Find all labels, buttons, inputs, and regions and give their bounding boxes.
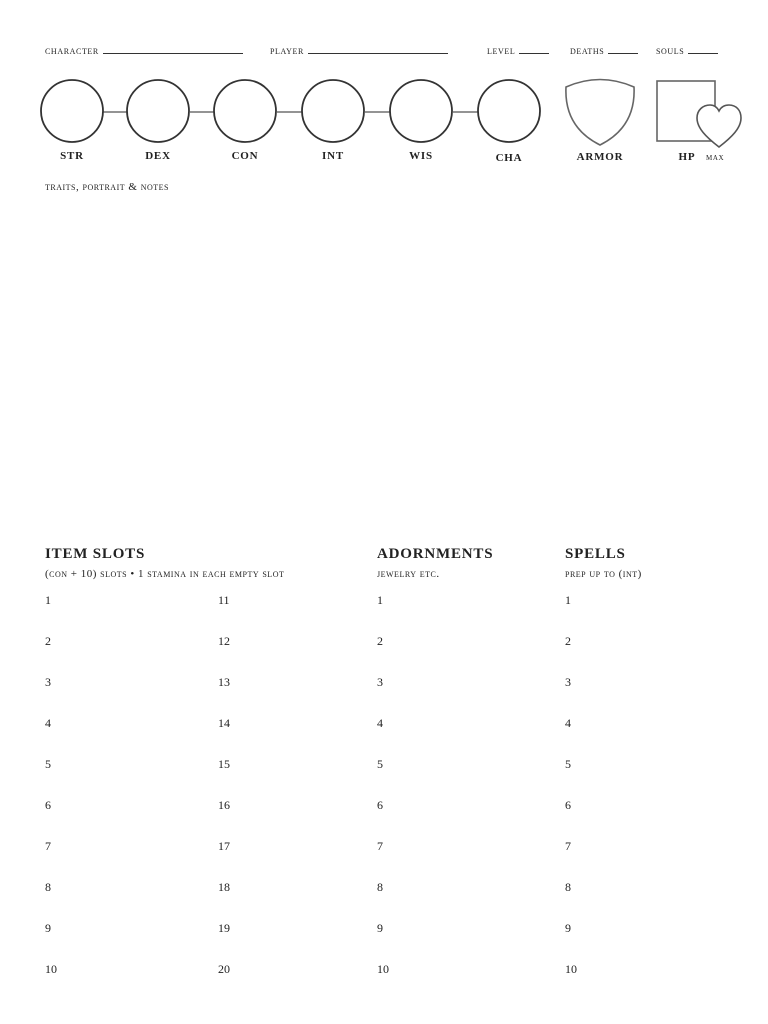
item-slot[interactable]: 19	[218, 921, 230, 935]
item-slots-subtitle: (con + 10) slots • 1 stamina in each empty slot	[45, 568, 285, 580]
souls-label: souls	[656, 45, 685, 57]
item-slot[interactable]: 5	[45, 757, 51, 771]
item-slot[interactable]: 3	[45, 675, 51, 689]
item-slot[interactable]: 12	[218, 634, 230, 648]
item-slot[interactable]: 14	[218, 716, 230, 730]
spells-subtitle: prep up to (int)	[565, 568, 642, 580]
item-slot[interactable]: 9	[45, 921, 51, 935]
con-circle[interactable]	[214, 80, 276, 142]
str-circle[interactable]	[41, 80, 103, 142]
item-slot[interactable]: 20	[218, 962, 230, 976]
spell-slot[interactable]: 2	[565, 634, 571, 648]
stat-label-dex: DEX	[145, 150, 171, 162]
stat-label-str: STR	[60, 150, 84, 162]
spells-title: SPELLS	[565, 546, 626, 562]
player-blank[interactable]	[308, 45, 448, 54]
armor-label: ARMOR	[576, 151, 624, 163]
item-slot[interactable]: 18	[218, 880, 230, 894]
adornment-slot[interactable]: 3	[377, 675, 383, 689]
hp-label: HP	[678, 151, 696, 163]
spells-list	[565, 592, 577, 1002]
notes-area[interactable]	[45, 200, 725, 520]
notes-label: traits, portrait & notes	[45, 181, 169, 193]
item-slots-list-left	[45, 592, 57, 1002]
adornment-slot[interactable]: 5	[377, 757, 383, 771]
wis-circle[interactable]	[390, 80, 452, 142]
item-slot[interactable]: 11	[218, 593, 230, 607]
player-field[interactable]	[270, 45, 448, 57]
item-slot[interactable]: 6	[45, 798, 51, 812]
item-slot[interactable]: 13	[218, 675, 230, 689]
adornment-slot[interactable]: 4	[377, 716, 383, 730]
adornment-slot[interactable]: 8	[377, 880, 383, 894]
souls-blank[interactable]	[688, 45, 718, 54]
item-slot[interactable]: 17	[218, 839, 230, 853]
item-slots-list-right	[218, 592, 230, 1002]
max-label: max	[706, 152, 725, 163]
item-slot[interactable]: 7	[45, 839, 51, 853]
item-slot[interactable]: 8	[45, 880, 51, 894]
level-field[interactable]	[487, 45, 549, 57]
spell-slot[interactable]: 9	[565, 921, 571, 935]
item-slot[interactable]: 1	[45, 593, 51, 607]
adornment-slot[interactable]: 6	[377, 798, 383, 812]
player-label: player	[270, 45, 304, 57]
spell-slot[interactable]: 3	[565, 675, 571, 689]
stat-graphics	[0, 70, 768, 155]
adornments-list	[377, 592, 389, 1002]
spell-slot[interactable]: 5	[565, 757, 571, 771]
deaths-field[interactable]	[570, 45, 638, 57]
dex-circle[interactable]	[127, 80, 189, 142]
character-blank[interactable]	[103, 45, 243, 54]
spell-slot[interactable]: 7	[565, 839, 571, 853]
souls-field[interactable]	[656, 45, 718, 57]
spell-slot[interactable]: 10	[565, 962, 577, 976]
deaths-label: deaths	[570, 45, 605, 57]
spell-slot[interactable]: 8	[565, 880, 571, 894]
cha-circle[interactable]	[478, 80, 540, 142]
stat-label-cha: CHA	[495, 152, 523, 164]
spell-slot[interactable]: 1	[565, 593, 571, 607]
character-field[interactable]	[45, 45, 243, 57]
item-slot[interactable]: 2	[45, 634, 51, 648]
item-slot[interactable]: 4	[45, 716, 51, 730]
character-label: character	[45, 45, 99, 57]
stat-label-int: INT	[322, 150, 344, 162]
item-slot[interactable]: 15	[218, 757, 230, 771]
adornment-slot[interactable]: 9	[377, 921, 383, 935]
item-slots-title: ITEM SLOTS	[45, 546, 146, 562]
armor-shield-icon[interactable]	[566, 80, 634, 146]
spell-slot[interactable]: 6	[565, 798, 571, 812]
item-slot[interactable]: 10	[45, 962, 57, 976]
adornment-slot[interactable]: 2	[377, 634, 383, 648]
adornments-title: ADORNMENTS	[377, 546, 494, 562]
level-blank[interactable]	[519, 45, 549, 54]
stat-label-wis: WIS	[409, 150, 433, 162]
spell-slot[interactable]: 4	[565, 716, 571, 730]
level-label: level	[487, 45, 516, 57]
adornment-slot[interactable]: 7	[377, 839, 383, 853]
adornments-subtitle: jewelry etc.	[377, 568, 440, 580]
adornment-slot[interactable]: 1	[377, 593, 383, 607]
item-slot[interactable]: 16	[218, 798, 230, 812]
adornment-slot[interactable]: 10	[377, 962, 389, 976]
stat-label-con: CON	[231, 150, 259, 162]
deaths-blank[interactable]	[608, 45, 638, 54]
int-circle[interactable]	[302, 80, 364, 142]
